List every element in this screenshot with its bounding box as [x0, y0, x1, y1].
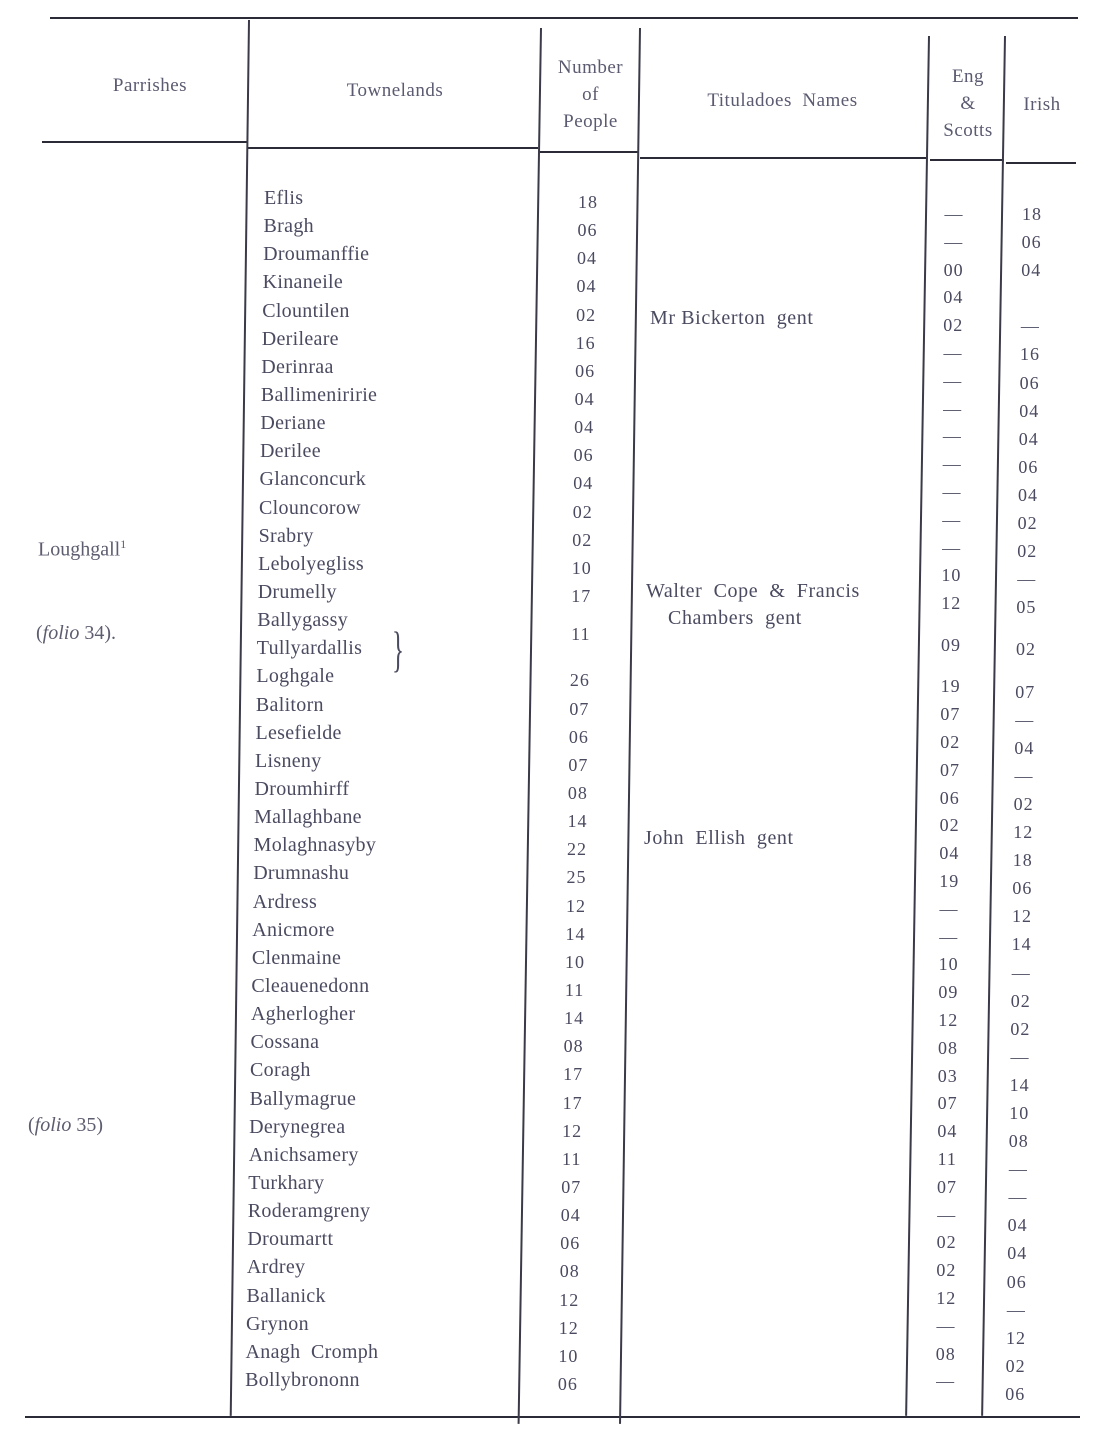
- eng-scotts-count: 07: [940, 704, 961, 725]
- townland-name: Derileare: [261, 327, 339, 350]
- eng-scotts-count: 07: [937, 1093, 958, 1114]
- eng-scotts-count: 04: [943, 287, 964, 308]
- parish-name: Loughgall: [38, 538, 121, 561]
- townland-name: Turkhary: [248, 1172, 325, 1194]
- header-rule-eng: [930, 159, 1004, 161]
- townland-name: Coragh: [250, 1059, 311, 1082]
- townland-name: Glanconcurk: [259, 468, 367, 491]
- irish-count: 04: [1021, 260, 1042, 281]
- people-count: 12: [558, 1317, 579, 1338]
- people-count: 26: [569, 670, 590, 691]
- irish-count: 04: [1014, 737, 1035, 758]
- eng-scotts-count: 00: [943, 259, 964, 280]
- folio-35-word: folio: [34, 1114, 72, 1136]
- header-number-l2: of: [582, 84, 599, 105]
- townland-name: Anicmore: [252, 918, 335, 941]
- townland-name: Derynegrea: [249, 1115, 346, 1138]
- eng-scotts-count: —: [939, 926, 959, 947]
- people-count: 04: [560, 1205, 581, 1226]
- people-count: 14: [567, 811, 588, 832]
- irish-count: 04: [1019, 400, 1040, 421]
- people-count: 06: [568, 726, 589, 747]
- titulado-bickerton: Mr Bickerton gent: [650, 307, 814, 329]
- folio-35-num: 35): [76, 1114, 104, 1136]
- townland-name: Deriane: [260, 412, 326, 435]
- eng-scotts-count: 04: [937, 1121, 958, 1142]
- header-number-l1: Number: [557, 57, 624, 78]
- people-count: 18: [578, 192, 598, 212]
- col-divider-3: [619, 28, 640, 1424]
- eng-scotts-count: 08: [938, 1037, 958, 1058]
- header-rule-parish: [42, 141, 247, 143]
- header-rule-town: [248, 147, 538, 149]
- header-number-l3: People: [563, 111, 618, 132]
- header-rule-number: [540, 151, 638, 153]
- townland-name: Ballymagrue: [249, 1087, 357, 1110]
- header-eng-l1: Eng: [951, 66, 985, 87]
- irish-count: 06: [1021, 232, 1042, 253]
- parish-loughgall: [38, 537, 126, 562]
- townland-name: Anichsamery: [248, 1143, 359, 1166]
- irish-count: 08: [1008, 1131, 1029, 1152]
- eng-scotts-count: 10: [938, 954, 959, 975]
- eng-scotts-count: 11: [937, 1148, 957, 1169]
- eng-scotts-count: 19: [939, 871, 960, 892]
- folio-35-note: (folio 35): [28, 1114, 104, 1136]
- irish-count: —: [1015, 709, 1035, 730]
- people-count: 02: [572, 529, 593, 550]
- irish-count: 02: [1013, 793, 1034, 814]
- footnote-mark: 1: [120, 537, 127, 551]
- people-count: 10: [571, 557, 592, 578]
- header-number: [543, 54, 638, 135]
- irish-count: 04: [1018, 428, 1039, 449]
- townland-name: Agherlogher: [250, 1003, 356, 1026]
- irish-count: 18: [1022, 204, 1042, 224]
- townland-name: Droumanffie: [263, 243, 370, 266]
- titulado-cope-l1: Walter Cope & Francis: [646, 580, 860, 602]
- header-eng-l2: &: [960, 93, 976, 114]
- irish-count: 02: [1010, 990, 1031, 1011]
- header-townelands: Townelands: [346, 80, 444, 101]
- people-count: 12: [562, 1120, 583, 1141]
- people-count: 06: [577, 220, 598, 241]
- irish-count: —: [1008, 1159, 1028, 1180]
- eng-scotts-count: —: [944, 204, 964, 224]
- irish-count: 06: [1012, 878, 1033, 899]
- eng-scotts-count: 12: [936, 1287, 957, 1308]
- townland-name: Ballanick: [246, 1284, 326, 1307]
- townland-name: Anagh Cromph: [245, 1340, 379, 1363]
- townland-name: Drumelly: [257, 581, 337, 603]
- eng-scotts-count: 09: [938, 982, 959, 1003]
- townland-name: Mallaghbane: [254, 806, 362, 829]
- irish-count: 06: [1006, 1271, 1027, 1292]
- eng-scotts-count: 02: [936, 1260, 957, 1281]
- eng-scotts-count: 12: [941, 593, 962, 614]
- irish-count: 16: [1020, 344, 1040, 365]
- eng-scotts-count: —: [942, 537, 962, 558]
- header-rule-titul: [640, 157, 928, 159]
- townland-name: Drumnashu: [253, 862, 350, 885]
- irish-count: 02: [1017, 541, 1038, 562]
- townland-name: Bragh: [263, 215, 314, 238]
- eng-scotts-count: 19: [940, 676, 961, 697]
- col-divider-1: [230, 20, 250, 1416]
- irish-count: 05: [1016, 597, 1037, 618]
- eng-scotts-count: 08: [935, 1343, 956, 1364]
- titulado-cope-l2: Chambers gent: [668, 607, 802, 629]
- col-divider-2: [518, 28, 542, 1424]
- irish-count: —: [1017, 569, 1037, 590]
- eng-scotts-count: 02: [940, 732, 961, 753]
- people-count: 04: [574, 389, 595, 409]
- eng-scotts-count: —: [942, 509, 962, 530]
- eng-scotts-count: 03: [937, 1065, 958, 1086]
- irish-count: 12: [1012, 906, 1032, 927]
- townland-name: Srabry: [258, 524, 314, 547]
- header-irish: Irish: [1023, 94, 1061, 115]
- eng-scotts-count: 04: [939, 843, 960, 864]
- people-count: 08: [559, 1261, 580, 1282]
- header-rule-irish: [1006, 162, 1076, 164]
- townland-name: Ballimeniririe: [260, 384, 378, 406]
- people-count: 17: [571, 586, 592, 606]
- people-count: 04: [576, 276, 597, 297]
- header-parishes: Parrishes: [112, 75, 188, 96]
- eng-scotts-count: —: [936, 1315, 956, 1336]
- irish-count: 12: [1013, 822, 1034, 843]
- people-count: 25: [566, 867, 587, 888]
- townland-name: Clountilen: [262, 299, 350, 322]
- eng-scotts-count: —: [942, 454, 962, 475]
- townland-name: Tullyardallis: [256, 637, 363, 660]
- header-tituladoes: Tituladoes Names: [707, 90, 858, 111]
- eng-scotts-count: —: [944, 231, 964, 252]
- townland-name: Cossana: [250, 1031, 320, 1054]
- eng-scotts-count: 02: [936, 1232, 957, 1253]
- eng-scotts-count: 07: [940, 759, 960, 780]
- townland-name: Eflis: [264, 187, 304, 209]
- irish-count: 07: [1015, 681, 1036, 702]
- folio-34-num: 34).: [84, 622, 117, 644]
- people-count: 07: [568, 754, 589, 775]
- townland-name: Droumartt: [247, 1228, 334, 1251]
- eng-scotts-count: 09: [941, 634, 961, 655]
- irish-count: 02: [1010, 1018, 1031, 1039]
- people-count: 04: [574, 417, 595, 438]
- people-count: 06: [560, 1233, 581, 1254]
- irish-count: —: [1006, 1299, 1026, 1320]
- people-count: 06: [575, 360, 596, 381]
- eng-scotts-count: 06: [939, 787, 960, 808]
- irish-count: —: [1011, 962, 1031, 983]
- townland-name: Ardrey: [246, 1256, 306, 1279]
- townland-name: Kinaneile: [262, 271, 344, 294]
- people-count: 14: [565, 923, 586, 944]
- townland-name: Ardress: [252, 890, 318, 913]
- townland-name: Molaghnasyby: [253, 834, 377, 857]
- townland-name: Cleauenedonn: [251, 975, 370, 997]
- townland-name: Clenmaine: [251, 946, 342, 969]
- people-count: 04: [577, 248, 598, 269]
- eng-scotts-count: 02: [943, 315, 964, 336]
- irish-count: 06: [1019, 372, 1040, 393]
- eng-scotts-count: —: [937, 1204, 957, 1225]
- folio-34-note: (folio 34).: [36, 622, 117, 644]
- irish-count: 10: [1009, 1102, 1030, 1123]
- people-count: 11: [564, 980, 585, 1000]
- people-count: 17: [562, 1092, 583, 1113]
- people-count: 06: [573, 445, 594, 466]
- irish-count: 02: [1016, 639, 1036, 660]
- eng-scotts-count: —: [943, 398, 963, 419]
- people-count: 22: [566, 839, 587, 860]
- eng-scotts-count: —: [942, 426, 962, 447]
- irish-count: 02: [1005, 1355, 1026, 1376]
- townland-name: Lisneny: [255, 749, 322, 772]
- townland-name: Clouncorow: [259, 496, 361, 519]
- eng-scotts-count: 12: [938, 1009, 959, 1030]
- people-count: 14: [564, 1008, 585, 1029]
- people-count: 12: [559, 1289, 580, 1310]
- people-count: 07: [569, 698, 590, 719]
- header-eng-l3: Scotts: [943, 120, 993, 141]
- townland-name: Bollybrononn: [245, 1369, 360, 1391]
- eng-scotts-count: —: [943, 370, 963, 391]
- eng-scotts-count: 02: [939, 815, 960, 836]
- folio-34-word: folio: [42, 622, 80, 644]
- irish-count: —: [1008, 1187, 1028, 1208]
- eng-scotts-count: —: [942, 481, 962, 502]
- townland-name: Roderamgreny: [247, 1200, 371, 1223]
- top-rule: [50, 17, 1078, 19]
- irish-count: 14: [1009, 1074, 1030, 1095]
- townland-name: Loghgale: [256, 665, 335, 688]
- irish-count: —: [1014, 765, 1034, 786]
- irish-count: 06: [1005, 1383, 1026, 1404]
- irish-count: 18: [1012, 850, 1033, 871]
- people-count: 02: [576, 304, 597, 325]
- irish-count: —: [1020, 316, 1040, 337]
- townland-name: Ballygassy: [257, 609, 349, 632]
- people-count: 11: [571, 624, 591, 645]
- people-count: 04: [573, 473, 594, 494]
- brace-mark: }: [392, 621, 404, 677]
- eng-scotts-count: —: [939, 898, 959, 919]
- irish-count: 02: [1017, 513, 1038, 534]
- people-count: 10: [558, 1345, 579, 1366]
- eng-scotts-count: —: [943, 342, 963, 363]
- people-count: 08: [567, 783, 588, 803]
- people-count: 17: [563, 1064, 584, 1085]
- people-count: 06: [557, 1374, 578, 1394]
- eng-scotts-count: 07: [937, 1176, 957, 1197]
- people-count: 02: [572, 501, 593, 522]
- bottom-rule: [25, 1416, 1080, 1418]
- irish-count: 12: [1006, 1327, 1026, 1348]
- titulado-ellish: John Ellish gent: [644, 827, 794, 849]
- townland-name: Lebolyegliss: [258, 552, 364, 575]
- people-count: 11: [562, 1148, 582, 1169]
- townland-name: Derilee: [259, 440, 321, 463]
- townland-name: Lesefielde: [255, 721, 342, 744]
- irish-count: 04: [1007, 1243, 1028, 1264]
- irish-count: 04: [1018, 484, 1038, 505]
- people-count: 07: [561, 1177, 582, 1197]
- header-eng-scotts: [932, 63, 1004, 144]
- irish-count: —: [1010, 1046, 1030, 1067]
- townland-name: Droumhirff: [254, 778, 350, 800]
- irish-count: 06: [1018, 456, 1039, 477]
- eng-scotts-count: 10: [941, 565, 962, 586]
- people-count: 08: [563, 1036, 584, 1057]
- eng-scotts-count: —: [936, 1371, 956, 1392]
- people-count: 10: [565, 951, 586, 972]
- people-count: 12: [566, 895, 586, 916]
- irish-count: 14: [1011, 934, 1032, 955]
- townland-name: Grynon: [246, 1312, 309, 1335]
- townland-name: Balitorn: [255, 693, 324, 716]
- townland-name: Derinraa: [261, 355, 334, 378]
- people-count: 16: [575, 332, 596, 353]
- irish-count: 04: [1007, 1215, 1028, 1236]
